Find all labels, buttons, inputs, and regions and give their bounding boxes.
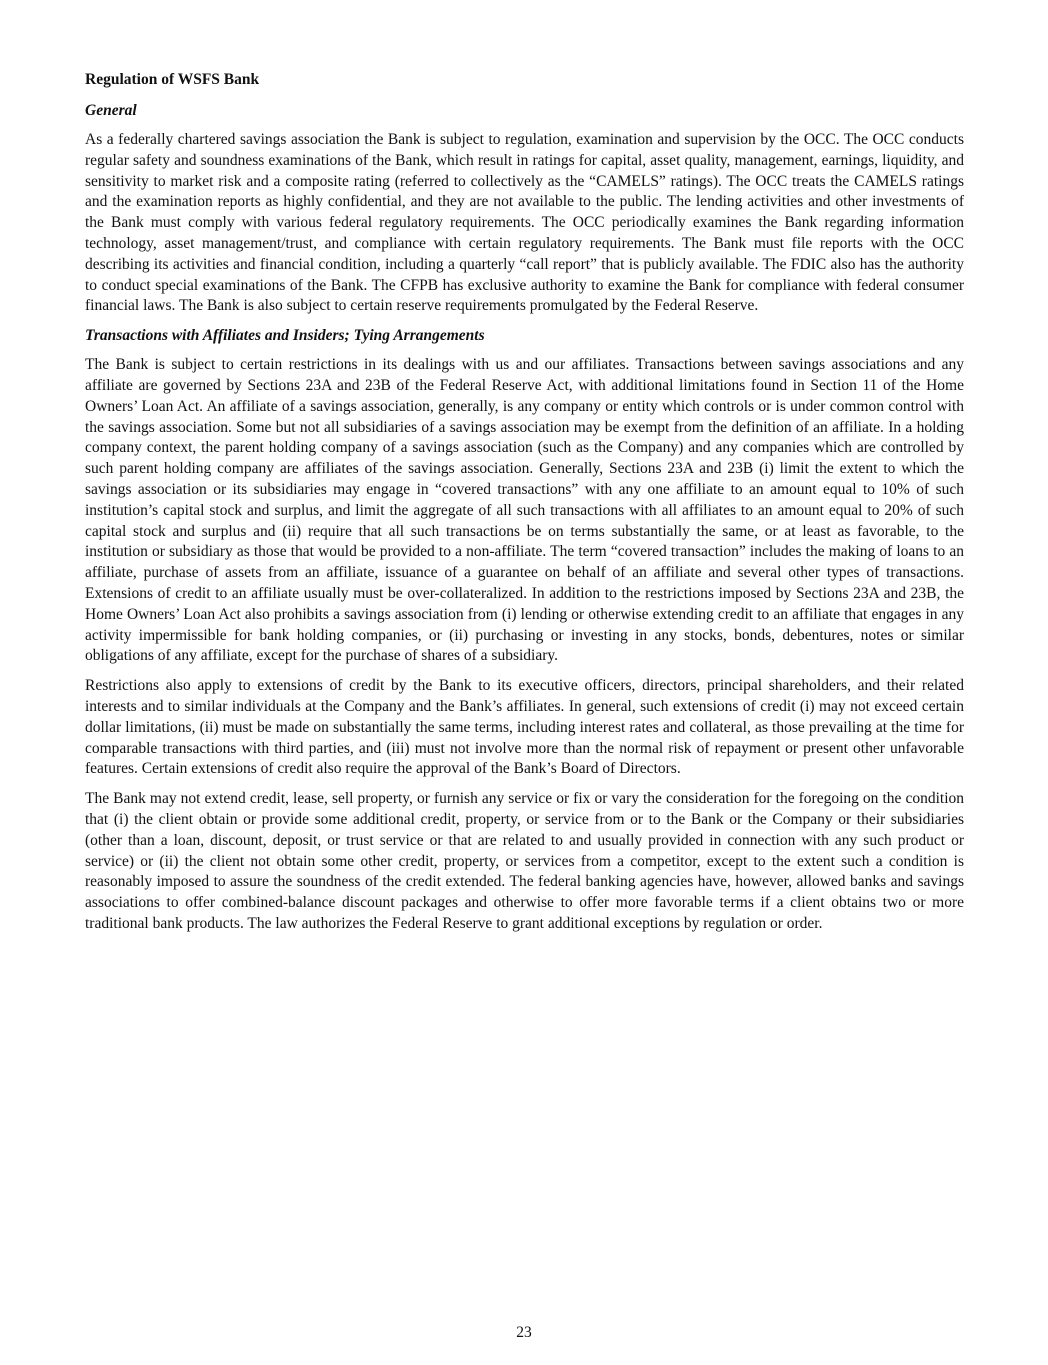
paragraph-affiliates-1: The Bank is subject to certain restrictions in its dealings with us and our affiliates. Transactions between savings associations and any affiliate are governed by Sections 23A and 23B of the Federal Reserve Act, with additional limitations found in Section 11 of the Home Owners’ Loan Act. An affiliate of a savings association, generally, is any company or entity which controls or is under common control with the savings association. Some but not all subsidiaries of a savings association may be exempt from the definition of an affiliate. In a holding company context, the parent holding company of a savings association (such as the Company) and any companies which are controlled by such parent holding company are affiliates of the savings association. Generally, Sections 23A and 23B (i) limit the extent to which the savings association or its subsidiaries may engage in “covered transactions” with any one affiliate to an amount equal to 10% of such institution’s capital stock and surplus, and limit the aggregate of all such transactions with all affiliates to an amount equal to 20% of such capital stock and surplus and (ii) require that all such transactions be on terms substantially the same, or at least as favorable, to the institution or subsidiary as those that would be provided to a non-affiliate. The term “covered transaction” includes the making of loans to an affiliate, purchase of assets from an affiliate, issuance of a guarantee on behalf of an affiliate and several other types of transactions. Extensions of credit to an affiliate usually must be over-collateralized. In addition to the restrictions imposed by Sections 23A and 23B, the Home Owners’ Loan Act also prohibits a savings association from (i) lending or otherwise extending credit to an affiliate that engages in any activity impermissible for bank holding companies, or (ii) purchasing or investing in any stocks, bonds, debentures, notes or similar obligations of any affiliate, except for the purchase of shares of a subsidiary. (85, 356, 964, 665)
section-title: Regulation of WSFS Bank (85, 71, 260, 88)
paragraph-affiliates-2: Restrictions also apply to extensions of credit by the Bank to its executive officers, directors, principal shareholders, and their related interests and to similar individuals at the Company and the Bank’s affiliates. In general, such extensions of credit (i) may not exceed certain dollar limitations, (ii) must be made on substantially the same terms, including interest rates and collateral, as those prevailing at the time for comparable transactions with third parties, and (iii) must not involve more than the normal risk of repayment or present other unfavorable features. Certain extensions of credit also require the approval of the Bank’s Board of Directors. (85, 677, 964, 778)
paragraph-general-1: As a federally chartered savings association the Bank is subject to regulation, examination and supervision by the OCC. The OCC conducts regular safety and soundness examinations of the Bank, which result in ratings for capital, asset quality, management, earnings, liquidity, and sensitivity to market risk and a composite rating (referred to collectively as the “CAMELS” ratings). The OCC treats the CAMELS ratings and the examination reports as highly confidential, and they are not available to the public. The lending activities and other investments of the Bank must comply with various federal regulatory requirements. The OCC periodically examines the Bank regarding information technology, asset management/trust, and compliance with certain regulatory requirements. The Bank must file reports with the OCC describing its activities and financial condition, including a quarterly “call report” that is publicly available. The FDIC also has the authority to conduct special examinations of the Bank. The CFPB has exclusive authority to examine the Bank for compliance with federal consumer financial laws. The Bank is also subject to certain reserve requirements promulgated by the Federal Reserve. (85, 131, 964, 315)
paragraph-affiliates-3: The Bank may not extend credit, lease, sell property, or furnish any service or fix or vary the consideration for the foregoing on the condition that (i) the client obtain or provide some additional credit, property, or service from or to the Bank or the Company or their subsidiaries (other than a loan, discount, deposit, or trust service or that are related to and usually provided in connection with any such product or service) or (ii) the client not obtain some other credit, property, or services from a competitor, except to the extent such a condition is reasonably imposed to assure the soundness of the credit extended. The federal banking agencies have, however, allowed banks and savings associations to offer combined-balance discount packages and otherwise to offer more favorable terms if a client obtains two or more traditional bank products. The law authorizes the Federal Reserve to grant additional exceptions by regulation or order. (85, 790, 964, 932)
page-number: 23 (516, 1324, 532, 1341)
document-page (85, 70, 964, 944)
subheading-affiliates: Transactions with Affiliates and Insiders; Tying Arrangements (85, 327, 485, 345)
subheading-general: General (85, 102, 137, 119)
